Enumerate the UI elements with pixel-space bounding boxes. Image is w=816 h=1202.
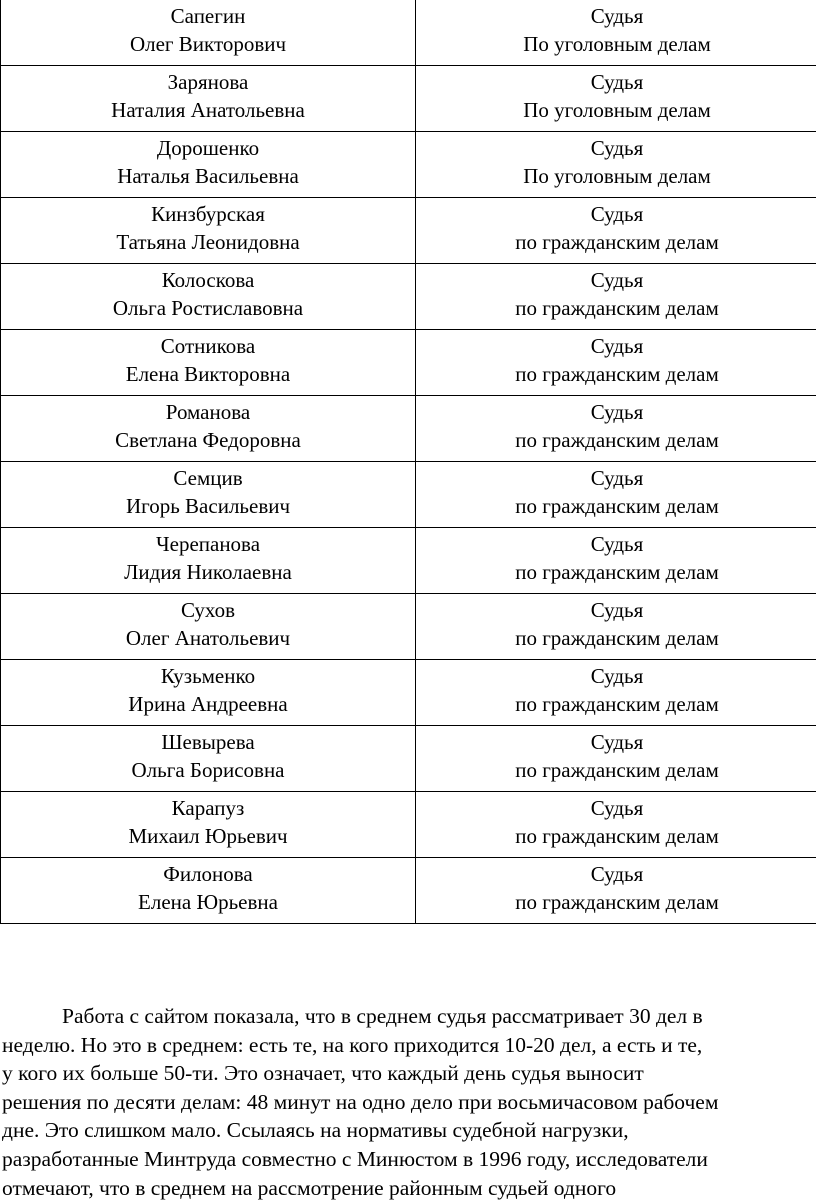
judge-name-cell [1,0,416,66]
judge-name-cell [1,198,416,264]
judge-title: Судья [416,530,816,558]
judge-specialization: по гражданским делам [416,426,816,454]
judge-specialization: по гражданским делам [416,690,816,718]
judge-given-name: Ольга Ростиславовна [1,294,415,322]
table-row [1,792,816,858]
judge-name-cell [1,396,416,462]
paragraph-line: Работа с сайтом показала, что в среднем судья рассматривает 30 дел в [2,1002,814,1031]
judge-name-cell [1,528,416,594]
table-row [1,66,816,132]
judge-specialization: по гражданским делам [416,624,816,652]
judge-given-name: Наталья Васильевна [1,162,415,190]
judge-name-cell [1,330,416,396]
judge-specialization: По уголовным делам [416,96,816,124]
judge-surname: Колоскова [1,266,415,294]
judge-role-cell [416,132,816,198]
judge-role-cell [416,726,816,792]
judge-given-name: Татьяна Леонидовна [1,228,415,256]
judge-given-name: Игорь Васильевич [1,492,415,520]
judge-role-cell [416,528,816,594]
judge-title: Судья [416,68,816,96]
judge-title: Судья [416,2,816,30]
judge-specialization: по гражданским делам [416,294,816,322]
judge-given-name: Олег Викторович [1,30,415,58]
paragraph-line: дне. Это слишком мало. Ссылаясь на нормативы судебной нагрузки, [2,1116,814,1145]
paragraph-line: отмечают, что в среднем на рассмотрение районным судьей одного [2,1174,814,1202]
judge-name-cell [1,594,416,660]
judge-given-name: Олег Анатольевич [1,624,415,652]
judge-surname: Сухов [1,596,415,624]
judge-surname: Зарянова [1,68,415,96]
table-row [1,396,816,462]
judge-specialization: по гражданским делам [416,558,816,586]
judge-given-name: Елена Юрьевна [1,888,415,916]
judge-name-cell [1,660,416,726]
table-row [1,0,816,66]
judge-name-cell [1,462,416,528]
judges-table-body [1,0,816,924]
judge-surname: Сотникова [1,332,415,360]
judge-role-cell [416,0,816,66]
judge-title: Судья [416,728,816,756]
judge-given-name: Светлана Федоровна [1,426,415,454]
judge-given-name: Елена Викторовна [1,360,415,388]
table-row [1,528,816,594]
judge-specialization: по гражданским делам [416,492,816,520]
judge-name-cell [1,66,416,132]
judge-title: Судья [416,860,816,888]
judge-role-cell [416,330,816,396]
table-row [1,660,816,726]
judge-role-cell [416,660,816,726]
judge-title: Судья [416,134,816,162]
judge-specialization: По уголовным делам [416,162,816,190]
paragraph-line: разработанные Минтруда совместно с Минюстом в 1996 году, исследователи [2,1145,814,1174]
judge-surname: Семцив [1,464,415,492]
judge-given-name: Ирина Андреевна [1,690,415,718]
judge-role-cell [416,462,816,528]
judge-role-cell [416,66,816,132]
judge-name-cell [1,726,416,792]
judge-role-cell [416,396,816,462]
judge-specialization: по гражданским делам [416,756,816,784]
judge-role-cell [416,792,816,858]
table-row [1,726,816,792]
judge-specialization: по гражданским делам [416,228,816,256]
judge-given-name: Михаил Юрьевич [1,822,415,850]
table-row [1,858,816,924]
table-row [1,198,816,264]
table-row [1,264,816,330]
judge-title: Судья [416,332,816,360]
judge-specialization: по гражданским делам [416,888,816,916]
judge-title: Судья [416,200,816,228]
judge-role-cell [416,198,816,264]
table-row [1,132,816,198]
judge-name-cell [1,858,416,924]
judge-title: Судья [416,596,816,624]
judge-role-cell [416,858,816,924]
table-row [1,462,816,528]
judge-given-name: Наталия Анатольевна [1,96,415,124]
table-row [1,330,816,396]
table-row [1,594,816,660]
judge-role-cell [416,594,816,660]
judge-title: Судья [416,662,816,690]
judge-name-cell [1,264,416,330]
judge-title: Судья [416,398,816,426]
body-paragraph [2,1002,814,1202]
judge-given-name: Ольга Борисовна [1,756,415,784]
paragraph-line: неделю. Но это в среднем: есть те, на кого приходится 10-20 дел, а есть и те, [2,1031,814,1060]
judge-surname: Филонова [1,860,415,888]
judge-surname: Сапегин [1,2,415,30]
judge-surname: Кинзбурская [1,200,415,228]
judge-specialization: по гражданским делам [416,360,816,388]
judge-name-cell [1,132,416,198]
judge-surname: Романова [1,398,415,426]
judge-name-cell [1,792,416,858]
judge-title: Судья [416,464,816,492]
judge-specialization: По уголовным делам [416,30,816,58]
judge-specialization: по гражданским делам [416,822,816,850]
judge-title: Судья [416,794,816,822]
paragraph-line: решения по десяти делам: 48 минут на одно дело при восьмичасовом рабочем [2,1088,814,1117]
judge-surname: Кузьменко [1,662,415,690]
judge-given-name: Лидия Николаевна [1,558,415,586]
judge-title: Судья [416,266,816,294]
judge-role-cell [416,264,816,330]
judge-surname: Дорошенко [1,134,415,162]
judge-surname: Карапуз [1,794,415,822]
paragraph-line: у кого их больше 50-ти. Это означает, что каждый день судья выносит [2,1059,814,1088]
judge-surname: Шевырева [1,728,415,756]
judge-surname: Черепанова [1,530,415,558]
